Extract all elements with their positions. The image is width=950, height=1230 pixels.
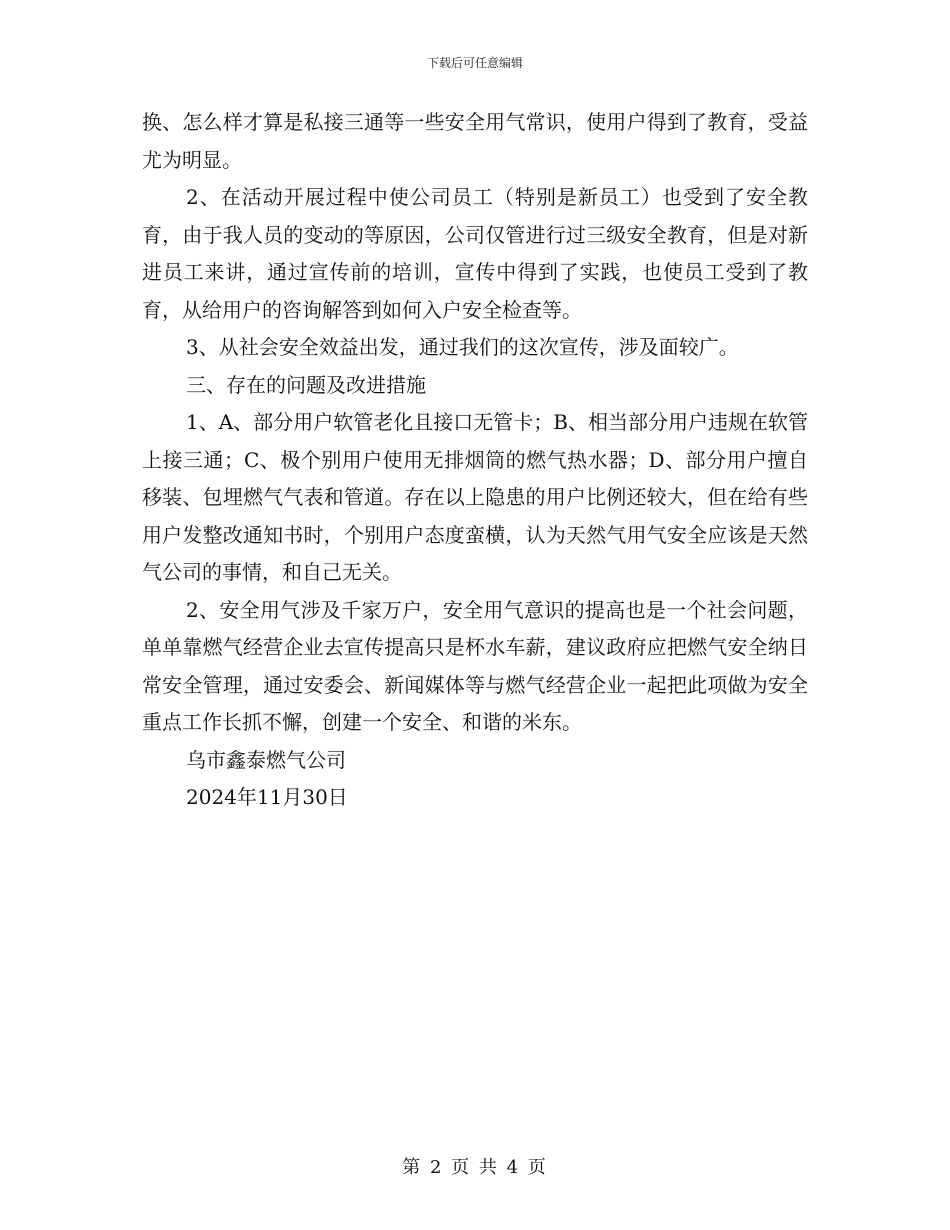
page-header: 下载后可任意编辑 (426, 56, 523, 70)
paragraph-employee-education: 2、在活动开展过程中使公司员工（特别是新员工）也受到了安全教育，由于我人员的变动的等原因，公司仅管进行过三级安全教育，但是对新进员工来讲，通过宣传前的培训，宣传中得到了实践，也使员工受到了教育，从给用户的咨询解答到如何入户安全检查等。 (142, 185, 808, 322)
page-number: 第 2 页 共 4 页 (402, 1157, 548, 1178)
signature-company: 乌市鑫泰燃气公司 (186, 747, 346, 772)
paragraph-continuation: 换、怎么样才算是私接三通等一些安全用气常识，使用户得到了教育，受益尤为明显。 (142, 110, 808, 172)
paragraph-social-benefit: 3、从社会安全效益出发，通过我们的这次宣传，涉及面较广。 (186, 335, 739, 359)
signature-date: 2024年11月30日 (186, 785, 348, 809)
document-body (142, 104, 808, 817)
paragraph-problems-list: 1、A、部分用户软管老化且接口无管卡；B、相当部分用户违规在软管上接三通；C、极个别用户使用无排烟筒的燃气热水器；D、部分用户擅自移装、包埋燃气气表和管道。存在以上隐患的用户比例还较大，但在给有些用户发整改通知书时，个别用户态度蛮横，认为天然气用气安全应该是天然气公司的事情，和自己无关。 (142, 410, 808, 584)
paragraph-suggestions: 2、安全用气涉及千家万户，安全用气意识的提高也是一个社会问题，单单靠燃气经营企业去宣传提高只是杯水车薪，建议政府应把燃气安全纳日常安全管理，通过安委会、新闻媒体等与燃气经营企业一起把此项做为安全重点工作长抓不懈，创建一个安全、和谐的米东。 (142, 597, 808, 734)
section-heading-problems: 三、存在的问题及改进措施 (186, 372, 426, 397)
